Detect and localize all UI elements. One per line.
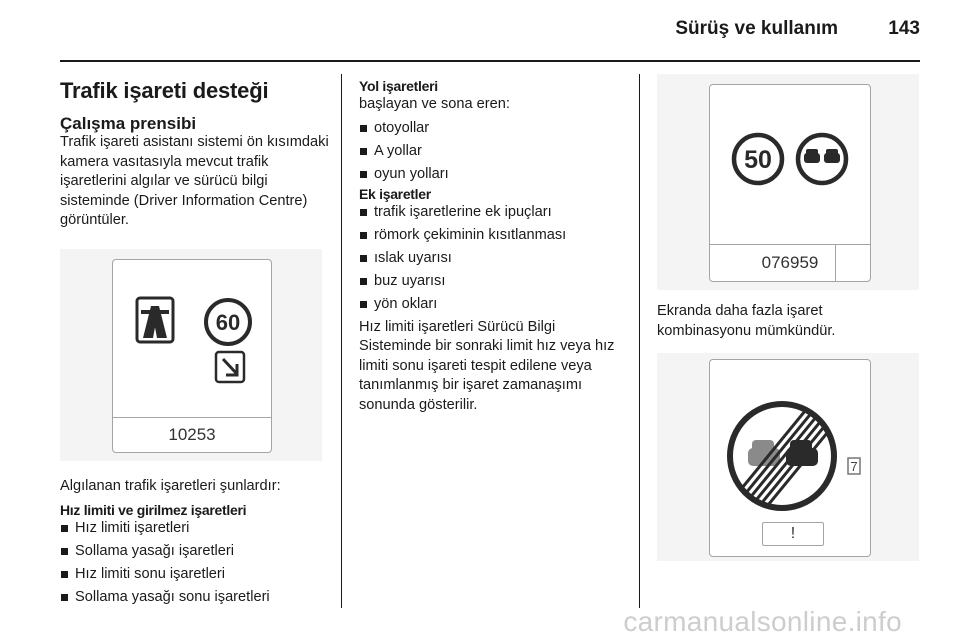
no-overtaking-icon: [798, 135, 846, 183]
direction-arrow-icon: [216, 352, 244, 382]
column-1: [60, 74, 332, 611]
speed-limit-value: 60: [215, 309, 241, 335]
sign-code-1: 10253: [113, 417, 271, 452]
extra-signs-heading: Ek işaretler: [359, 185, 431, 202]
code-divider: [835, 245, 837, 281]
list-item: Hız limiti işaretleri: [60, 519, 332, 539]
road-signs-list: [359, 119, 627, 185]
list-item: ıslak uyarısı: [359, 249, 627, 269]
page-number: 143: [888, 18, 920, 39]
list-item: A yollar: [359, 142, 627, 162]
list-item: Sollama yasağı işaretleri: [60, 542, 332, 562]
list-item: otoyollar: [359, 119, 627, 139]
speed-signs-list: [60, 519, 332, 608]
end-of-no-overtaking-icon: [710, 360, 870, 520]
extra-signs-list: [359, 203, 627, 315]
side-mark-value: 7: [850, 459, 858, 474]
column-3: [657, 74, 919, 561]
column-divider-1: [341, 74, 342, 608]
figure-end-of-restrictions-sign: [657, 353, 919, 561]
road-signs-intro: başlayan ve sona eren:: [359, 96, 510, 112]
combination-paragraph: Ekranda daha fazla işaret kombinasyonu mümkündür.: [657, 303, 836, 339]
intro-paragraph: Trafik işareti asistanı sistemi ön kısımdaki kamera vasıtasıyla mevcut trafik işaretlerini algılar ve sürücü bilgi sisteminde (Driver Information Centre) görüntüler.: [60, 134, 329, 228]
section-title: Trafik işareti desteği: [60, 78, 269, 103]
chapter-title: Sürüş ve kullanım: [675, 18, 838, 39]
list-item: römork çekiminin kısıtlanması: [359, 226, 627, 246]
list-item: Sollama yasağı sonu işaretleri: [60, 588, 332, 608]
column-divider-2: [639, 74, 640, 608]
subheading-principle: Çalışma prensibi: [60, 114, 197, 133]
list-item: yön okları: [359, 295, 627, 315]
list-item: oyun yolları: [359, 165, 627, 185]
list-item: Hız limiti sonu işaretleri: [60, 565, 332, 585]
sign-code-2: [710, 244, 870, 281]
road-signs-heading: Yol işaretleri: [359, 78, 438, 94]
speed-limit-sign-icon: [734, 135, 782, 183]
display-frame: [709, 359, 871, 557]
speed-limit-sign-icon: [206, 300, 250, 344]
motorway-icon: [137, 298, 173, 342]
column-2: [359, 78, 627, 415]
speed-signs-heading: Hız limiti ve girilmez işaretleri: [60, 502, 247, 518]
display-frame: [112, 259, 272, 453]
recognized-signs-intro: Algılanan trafik işaretleri şunlardır:: [60, 477, 281, 494]
warning-box: !: [762, 522, 824, 546]
figure-speed-no-overtaking-sign: [657, 74, 919, 290]
speed-limit-value: 50: [744, 146, 772, 174]
list-item: buz uyarısı: [359, 272, 627, 292]
speed-display-paragraph: Hız limiti işaretleri Sürücü Bilgi Sisteminde bir sonraki limit hız veya hız limiti sonu işareti tespit edilene veya tanımlanmış bir işaret zamanaşımı sonunda gösterilir.: [359, 318, 615, 413]
display-frame: [709, 84, 871, 282]
header-divider: [60, 60, 920, 62]
watermark: carmanualsonline.info: [623, 606, 902, 637]
sign-code-text: 076959: [761, 253, 819, 272]
figure-motorway-speed-sign: [60, 249, 322, 461]
list-item: trafik işaretlerine ek ipuçları: [359, 203, 627, 223]
